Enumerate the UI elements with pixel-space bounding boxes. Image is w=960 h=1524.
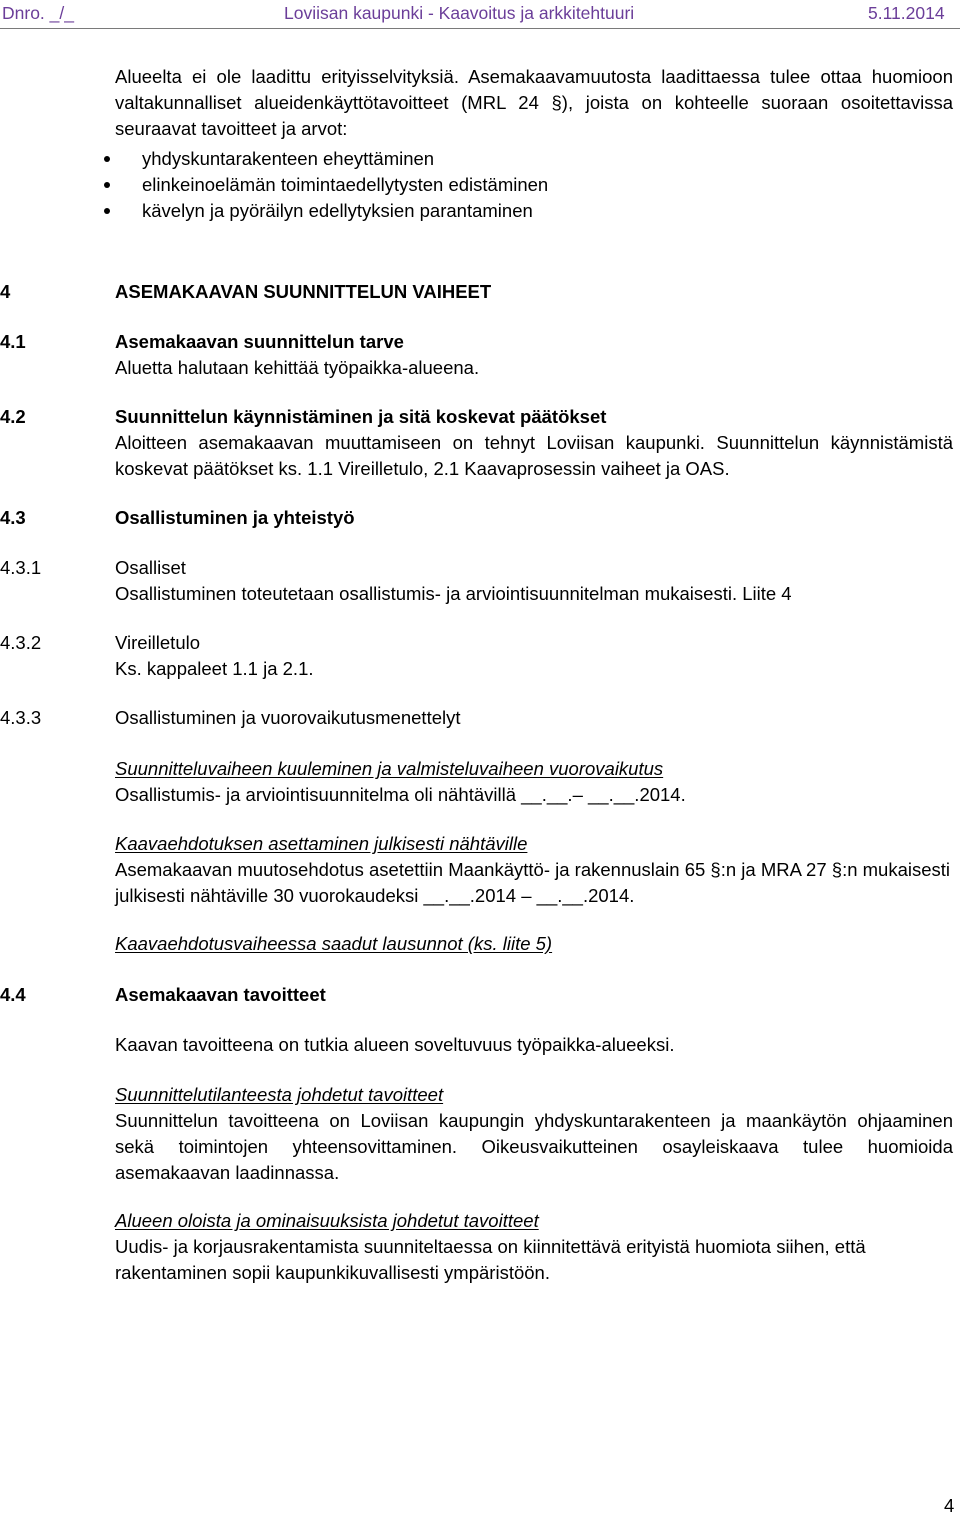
page-header <box>0 0 960 28</box>
document-number: Dnro. _/_ <box>2 3 74 23</box>
subheading: Kaavaehdotuksen asettaminen julkisesti nähtäville <box>115 833 528 854</box>
subsection-title: Osallistuminen ja vuorovaikutusmenettelyt <box>115 707 461 728</box>
subsection-text: Ks. kappaleet 1.1 ja 2.1. <box>115 658 314 679</box>
subheading: Suunnittelutilanteesta johdetut tavoitteet <box>115 1084 444 1105</box>
chapter-number: 4 <box>0 281 11 302</box>
section-number: 4.4 <box>0 984 26 1005</box>
subsection-number: 4.3.2 <box>0 632 42 653</box>
paragraph: Suunnittelun tavoitteena on Loviisan kaupungin yhdyskuntarakenteen ja maankäytön ohjaaminen sekä toimintojen yhteensovittaminen. Oikeusvaikutteinen osayleiskaava tulee huomioida asemakaavan laadinnassa. <box>115 1110 953 1183</box>
paragraph: Uudis- ja korjausrakentamista suunniteltaessa on kiinnitettävä erityistä huomiota siihen, että rakentaminen sopii kaupunkikuvallisesti ympäristöön. <box>115 1236 866 1283</box>
subsection-number: 4.3.1 <box>0 557 42 578</box>
section-title: Asemakaavan suunnittelun tarve <box>115 331 404 352</box>
chapter-title: ASEMAKAAVAN SUUNNITTELUN VAIHEET <box>115 281 492 302</box>
paragraph: Kaavan tavoitteena on tutkia alueen soveltuvuus työpaikka-alueeksi. <box>115 1034 675 1055</box>
section-text: Aloitteen asemakaavan muuttamiseen on tehnyt Loviisan kaupunki. Suunnittelun käynnistämistä koskevat päätökset ks. 1.1 Vireilletulo, 2.1 Kaavaprosessin vaiheet ja OAS. <box>115 432 953 479</box>
subheading: Suunnitteluvaiheen kuuleminen ja valmisteluvaiheen vuorovaikutus <box>115 758 664 779</box>
section-title: Suunnittelun käynnistäminen ja sitä koskevat päätökset <box>115 406 607 427</box>
section-title: Asemakaavan tavoitteet <box>115 984 326 1005</box>
list-item: kävelyn ja pyöräilyn edellytyksien parantaminen <box>71 198 548 224</box>
subsection-text: Osallistuminen toteutetaan osallistumis- ja arviointisuunnitelman mukaisesti. Liite 4 <box>115 583 792 604</box>
subheading: Alueen oloista ja ominaisuuksista johdetut tavoitteet <box>115 1210 539 1231</box>
list-item: elinkeinoelämän toimintaedellytysten edistäminen <box>71 172 548 198</box>
section-number: 4.2 <box>0 406 26 427</box>
section-number: 4.1 <box>0 331 26 352</box>
page-number: 4 <box>944 1495 955 1516</box>
section-number: 4.3 <box>0 507 26 528</box>
list-item: yhdyskuntarakenteen eheyttäminen <box>71 146 548 172</box>
section-title: Osallistuminen ja yhteistyö <box>115 507 355 528</box>
paragraph: Osallistumis- ja arviointisuunnitelma oli nähtävillä __.__.– __.__.2014. <box>115 784 686 805</box>
header-organization: Loviisan kaupunki - Kaavoitus ja arkkitehtuuri <box>284 3 635 23</box>
subsection-title: Osalliset <box>115 557 186 578</box>
paragraph: Asemakaavan muutosehdotus asetettiin Maankäyttö- ja rakennuslain 65 §:n ja MRA 27 §:n mukaisesti julkisesti nähtäville 30 vuorokaudeksi __.__.2014 – __.__.2014. <box>115 859 951 906</box>
section-text: Aluetta halutaan kehittää työpaikka-alueena. <box>115 357 480 378</box>
subsection-number: 4.3.3 <box>0 707 42 728</box>
header-date: 5.11.2014 <box>868 3 945 23</box>
intro-paragraph: Alueelta ei ole laadittu erityisselvityksiä. Asemakaavamuutosta laadittaessa tulee ottaa huomioon valtakunnalliset alueidenkäyttötavoitteet (MRL 24 §), joista on kohteelle suoraan osoitettavissa seuraavat tavoitteet ja arvot: <box>115 66 953 139</box>
header-divider <box>0 28 960 29</box>
goals-list <box>115 146 548 224</box>
subsection-title: Vireilletulo <box>115 632 201 653</box>
subheading: Kaavaehdotusvaiheessa saadut lausunnot (ks. liite 5) <box>115 933 553 954</box>
